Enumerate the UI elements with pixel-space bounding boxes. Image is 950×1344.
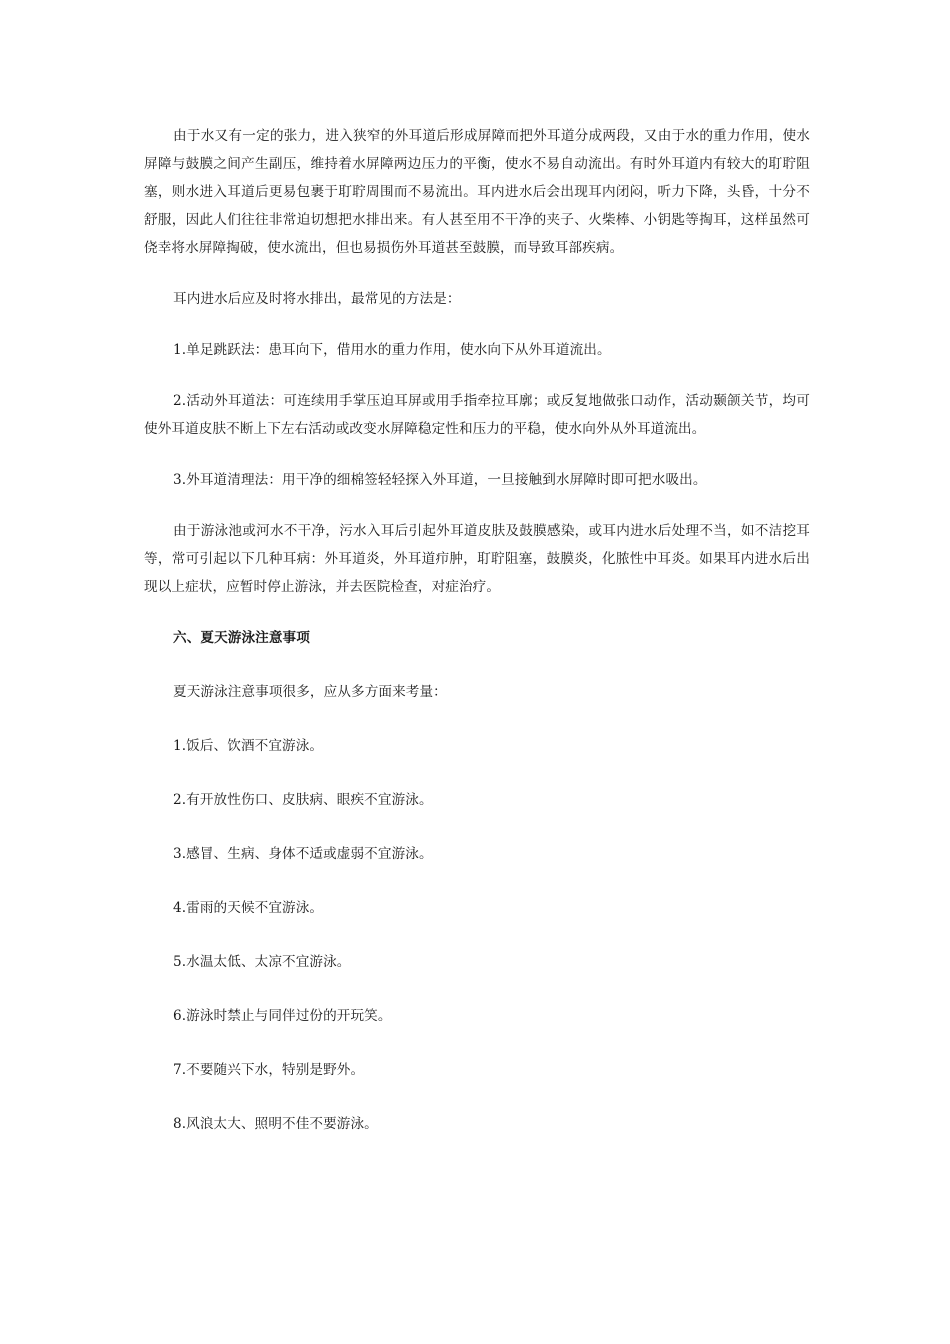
list-item: 7.不要随兴下水，特别是野外。 bbox=[173, 1062, 365, 1078]
list-item: 5.水温太低、太凉不宜游泳。 bbox=[173, 954, 351, 970]
section-heading: 六、夏天游泳注意事项 bbox=[173, 630, 310, 646]
paragraph-water-barrier: 由于水又有一定的张力，进入狭窄的外耳道后形成屏障而把外耳道分成两段，又由于水的重力作用，使水屏障与鼓膜之间产生副压，维持着水屏障两边压力的平衡，使水不易自动流出。有时外耳道内有较大的耵聍阻塞，则水进入耳道后更易包裹于耵聍周围而不易流出。耳内进水后会出现耳内闭闷，听力下降，头昏，十分不舒服，因此人们往往非常迫切想把水排出来。有人甚至用不干净的夹子、火柴棒、小钥匙等掏耳，这样虽然可侥幸将水屏障掏破，使水流出，但也易损伤外耳道甚至鼓膜，而导致耳部疾病。 bbox=[144, 128, 810, 256]
paragraph-ear-diseases: 由于游泳池或河水不干净，污水入耳后引起外耳道皮肤及鼓膜感染，或耳内进水后处理不当，如不洁挖耳等，常可引起以下几种耳病：外耳道炎，外耳道疖肿，耵聍阻塞，鼓膜炎，化脓性中耳炎。如果耳内进水后出现以上症状，应暂时停止游泳，并去医院检查，对症治疗。 bbox=[144, 523, 810, 595]
document-body bbox=[144, 122, 810, 1138]
list-item: 1.饭后、饮酒不宜游泳。 bbox=[173, 738, 324, 754]
list-item: 8.风浪太大、照明不佳不要游泳。 bbox=[173, 1116, 378, 1132]
list-item: 2.有开放性伤口、皮肤病、眼疾不宜游泳。 bbox=[173, 792, 433, 808]
list-item: 4.雷雨的天候不宜游泳。 bbox=[173, 900, 324, 916]
list-item: 6.游泳时禁止与同伴过份的开玩笑。 bbox=[173, 1008, 392, 1024]
section-intro: 夏天游泳注意事项很多，应从多方面来考量： bbox=[173, 684, 447, 700]
method-clean-ear-canal: 3.外耳道清理法：用干净的细棉签轻轻探入外耳道，一旦接触到水屏障时即可把水吸出。 bbox=[173, 472, 707, 488]
list-item: 3.感冒、生病、身体不适或虚弱不宜游泳。 bbox=[173, 846, 433, 862]
method-move-ear-canal: 2.活动外耳道法：可连续用手掌压迫耳屏或用手指牵拉耳廓；或反复地做张口动作，活动颞颌关节，均可使外耳道皮肤不断上下左右活动或改变水屏障稳定性和压力的平稳，使水向外从外耳道流出。 bbox=[144, 393, 810, 437]
paragraph-drain-methods-intro: 耳内进水后应及时将水排出，最常见的方法是： bbox=[173, 291, 461, 307]
method-single-foot-jump: 1.单足跳跃法：患耳向下，借用水的重力作用，使水向下从外耳道流出。 bbox=[173, 342, 611, 358]
